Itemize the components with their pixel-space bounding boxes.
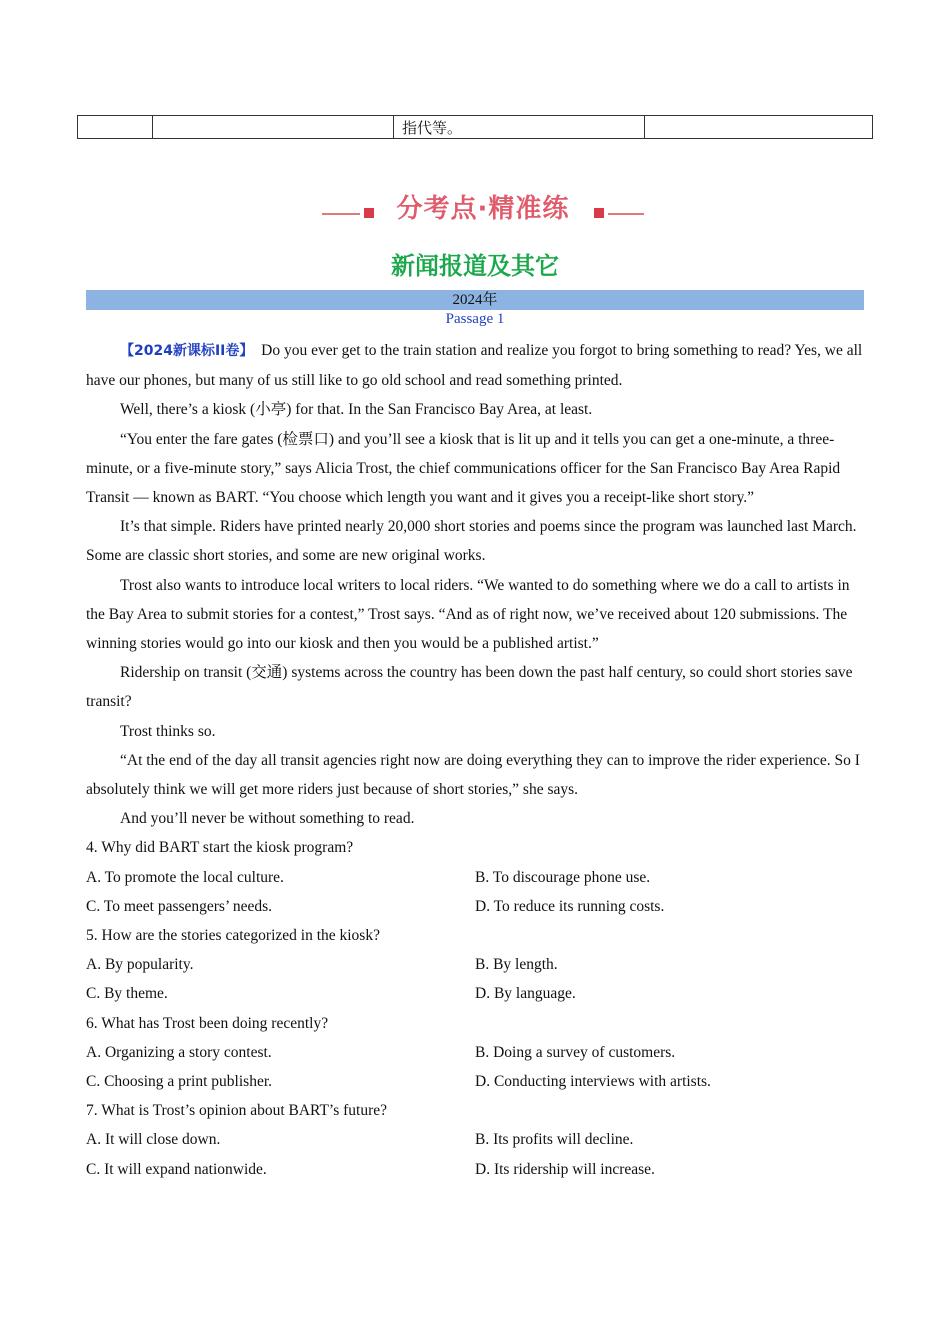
section-banner	[322, 186, 644, 226]
question-stem: 4. Why did BART start the kiosk program?	[86, 839, 354, 857]
paragraph	[86, 336, 864, 395]
question-stem: 7. What is Trost’s opinion about BART’s future?	[86, 1102, 388, 1120]
table-row	[78, 116, 873, 139]
option-d: D. To reduce its running costs.	[475, 897, 665, 915]
table-cell	[645, 116, 873, 139]
table-cell	[153, 116, 394, 139]
passage-label: Passage 1	[445, 311, 505, 327]
question	[86, 1096, 864, 1184]
section-title: 新闻报道及其它	[391, 252, 559, 280]
option-c: C. It will expand nationwide.	[86, 1160, 267, 1178]
table-cell	[78, 116, 153, 139]
question	[86, 833, 864, 921]
question	[86, 1009, 864, 1097]
paragraph-text: Do you ever get to the train station and realize you forgot to bring something to read? Yes, we all have our phones, but many of us still like to go old school and read something printed.	[86, 342, 863, 390]
paragraph: And you’ll never be without something to read.	[120, 810, 415, 828]
option-d: D. Conducting interviews with artists.	[475, 1073, 711, 1091]
option-d: D. By language.	[475, 985, 576, 1003]
paragraph: It’s that simple. Riders have printed nearly 20,000 short stories and poems since the program was launched last March. Some are classic short stories, and some are new original works.	[86, 518, 857, 565]
table-cell: 指代等。	[394, 116, 645, 139]
option-a: A. By popularity.	[86, 956, 194, 974]
paragraph: Ridership on transit (交通) systems across the country has been down the past half century, so could short stories save transit?	[86, 664, 853, 711]
passage-content	[86, 336, 864, 1184]
paragraph: Trost also wants to introduce local writers to local riders. “We wanted to do something where we do a call to artists in the Bay Area to submit stories for a contest,” Trost says. “And as of right now, we’ve received about 120 submissions. The winning stories would go into our kiosk and then you would be a published artist.”	[86, 576, 850, 653]
source-tag: 【2024新课标ⅠⅠ卷】	[120, 343, 254, 359]
option-b: B. Doing a survey of customers.	[475, 1043, 676, 1061]
question-stem: 6. What has Trost been doing recently?	[86, 1014, 329, 1032]
paragraph: Trost thinks so.	[120, 722, 216, 740]
option-b: B. Its profits will decline.	[475, 1131, 634, 1149]
option-a: A. To promote the local culture.	[86, 868, 284, 886]
option-a: A. It will close down.	[86, 1131, 221, 1149]
option-c: C. To meet passengers’ needs.	[86, 897, 273, 915]
option-b: B. To discourage phone use.	[475, 868, 651, 886]
paragraph: Well, there’s a kiosk (小亭) for that. In the San Francisco Bay Area, at least.	[120, 401, 593, 419]
paragraph: “At the end of the day all transit agencies right now are doing everything they can to improve the rider experience. So I absolutely think we will get more riders just because of short stories,” she says.	[86, 751, 860, 799]
option-d: D. Its ridership will increase.	[475, 1160, 655, 1178]
question-stem: 5. How are the stories categorized in the kiosk?	[86, 927, 380, 945]
top-table	[77, 115, 873, 139]
banner-text: 分考点·精准练	[396, 194, 570, 224]
option-c: C. Choosing a print publisher.	[86, 1073, 272, 1091]
option-a: A. Organizing a story contest.	[86, 1043, 272, 1061]
option-b: B. By length.	[475, 956, 558, 974]
question	[86, 921, 864, 1009]
year-bar: 2024年	[86, 290, 864, 310]
paragraph: “You enter the fare gates (检票口) and you’ll see a kiosk that is lit up and it tells you can get a one-minute, a three-minute, or a five-minute story,” says Alicia Trost, the chief communications officer for the San Francisco Bay Area Rapid Transit — known as BART. “You choose which length you want and it gives you a receipt-like short story.”	[86, 430, 841, 507]
option-c: C. By theme.	[86, 985, 168, 1003]
